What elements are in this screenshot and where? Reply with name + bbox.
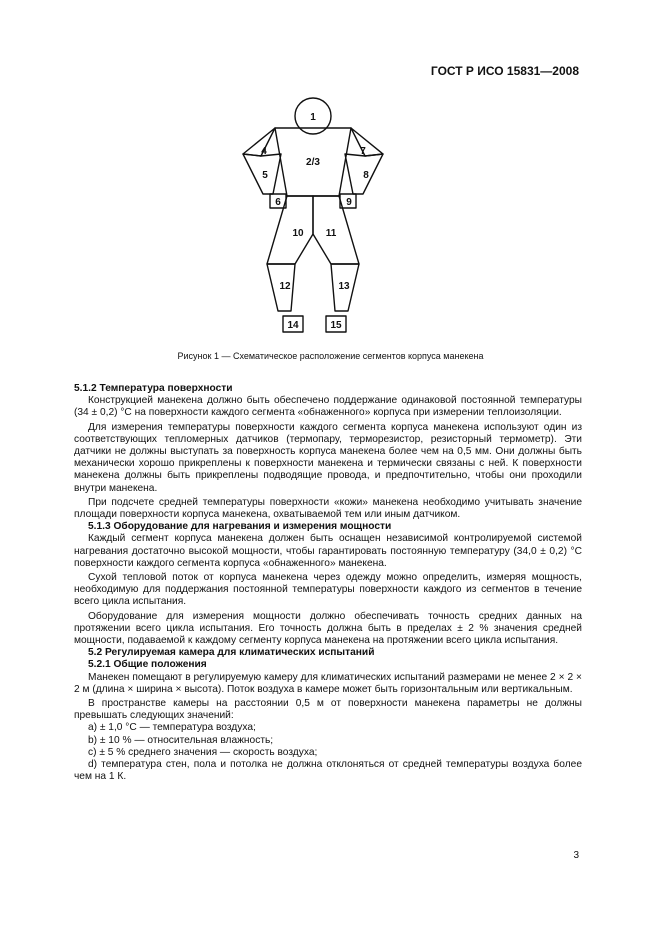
label-13: 13 [338,281,350,292]
label-12: 12 [279,281,291,292]
segment-left-thigh [267,196,313,264]
paragraph: При подсчете средней температуры поверхности «кожи» манекена необходимо учитывать значение площади поверхности корпуса манекена, охватываемой тем или иным датчиком. [74,496,582,521]
label-5: 5 [262,170,268,181]
body-text [74,383,582,784]
mannequin-figure [233,96,393,338]
list-item: c) ± 5 % среднего значения — скорость воздуха; [88,746,318,758]
label-1: 1 [310,112,316,123]
standard-number: ГОСТ Р ИСО 15831—2008 [430,64,579,78]
label-7: 7 [360,146,366,157]
figure-caption: Рисунок 1 — Схематическое расположение сегментов корпуса манекена [177,351,484,361]
paragraph: Для измерения температуры поверхности каждого сегмента корпуса манекена используют один из соответствующих тепломерных датчиков (термопару, терморезистор, резисторный термометр). Эти датчики не должны выступать за поверхность корпуса манекена более чем на 0,5 мм. Они должны быть механически хорошо прикреплены к поверхности манекена и термически связаны с ней. К поверхности манекена должны быть прикреплены подводящие провода, и предпочтительно, чтобы они проходили внутри манекена. [74,421,582,494]
paragraph: Конструкцией манекена должно быть обеспечено поддержание одинаковой постоянной температуры (34 ± 0,2) °С на поверхности каждого сегмента «обнаженного» корпуса при измерении теплоизоляции. [74,395,582,419]
label-4: 4 [261,146,267,157]
paragraph: В пространстве камеры на расстоянии 0,5 м от поверхности манекена параметры не должны превышать следующих значений: [74,698,582,722]
label-11: 11 [325,228,337,239]
heading-5-2-1: 5.2.1 Общие положения [88,659,207,671]
label-8: 8 [363,170,369,181]
segment-left-upper-arm [243,128,275,156]
paragraph: Сухой тепловой поток от корпуса манекена через одежду можно определить, измеряя мощность, необходимую для поддержания постоянной температуры поверхности каждого из сегментов в течение всего цикла испытания. [74,572,582,608]
list-item: a) ± 1,0 °С — температура воздуха; [88,722,256,734]
list-item: d) температура стен, пола и потолка не должна отклоняться от средней температуры воздуха более чем на 1 К. [74,759,582,783]
label-15: 15 [330,320,342,331]
mannequin-diagram [233,96,393,338]
label-6: 6 [275,197,281,208]
label-14: 14 [287,320,299,331]
list-item: b) ± 10 % — относительная влажность; [88,734,274,746]
paragraph: Оборудование для измерения мощности должно обеспечивать точность средних данных на протяжении всего цикла испытания. Его точность должна быть в пределах ± 2 % значения средней мощности, подаваемой к каждому сегменту корпуса манекена на протяжении всего цикла испытания. [74,610,582,647]
heading-5-1-2: 5.1.2 Температура поверхности [74,383,233,394]
paragraph: Каждый сегмент корпуса манекена должен быть оснащен независимой контролируемой системой нагревания достаточно высокой мощности, чтобы гарантировать постоянную температуру (34,0 ± 0,2) °С поверхности каждого сегмента корпуса «обнаженного» манекена. [74,533,582,569]
heading-5-2: 5.2 Регулируемая камера для климатических испытаний [88,647,375,659]
segment-right-upper-arm [351,128,383,156]
label-9: 9 [346,197,352,208]
page-number: 3 [573,850,579,861]
label-10: 10 [292,228,304,239]
heading-5-1-3: 5.1.3 Оборудование для нагревания и измерения мощности [88,521,392,533]
paragraph: Манекен помещают в регулируемую камеру для климатических испытаний размерами не менее 2 × 2 × 2 м (длина × ширина × высота). Поток воздуха в камере может быть горизонтальным или вертикальным. [74,671,582,695]
label-2-3: 2/3 [306,157,320,168]
